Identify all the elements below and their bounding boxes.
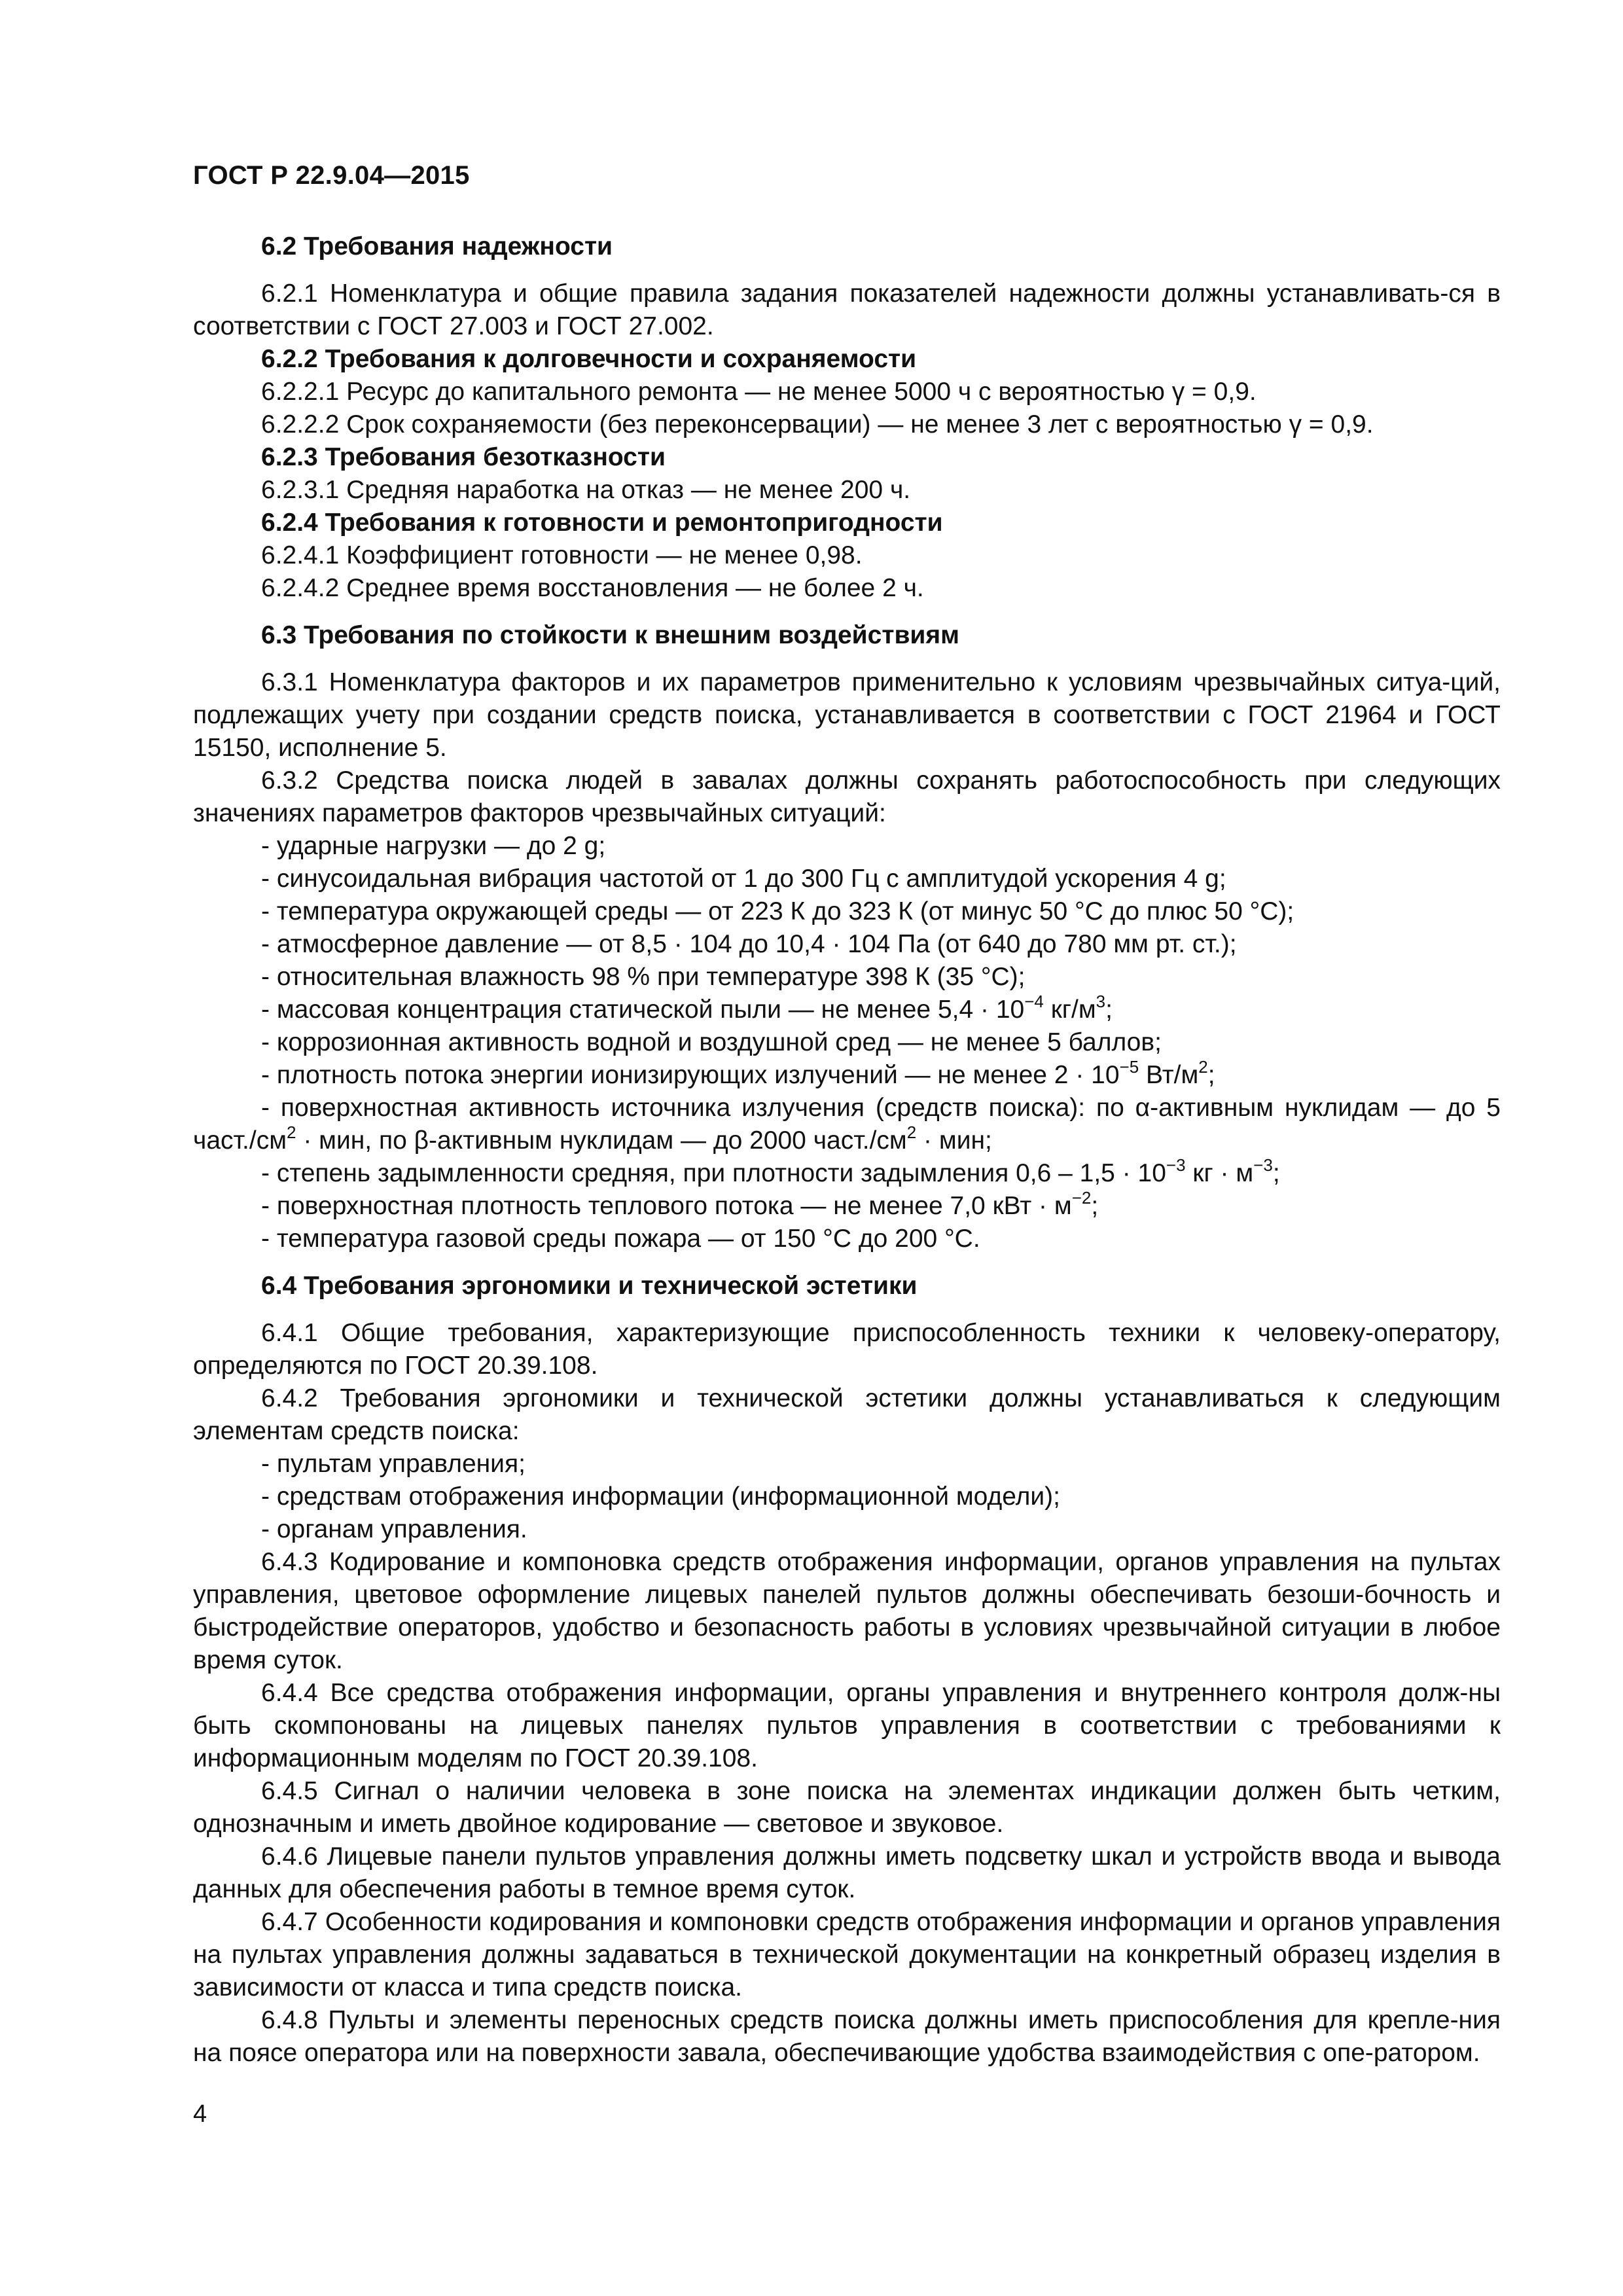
list-item-text: ;: [1207, 1061, 1215, 1089]
list-item: - температура газовой среды пожара — от 150 °С до 200 °С.: [261, 1225, 980, 1253]
superscript: −5: [1119, 1057, 1139, 1077]
list-item-text: ;: [1272, 1159, 1280, 1187]
superscript: −2: [1071, 1188, 1092, 1208]
document-header: ГОСТ Р 22.9.04—2015: [193, 161, 470, 190]
paragraph-6-2-3-1: 6.2.3.1 Средняя наработка на отказ — не менее 200 ч.: [261, 476, 911, 504]
superscript: −3: [1166, 1155, 1186, 1175]
paragraph-6-2-1: 6.2.1 Номенклатура и общие правила задания показателей надежности должны устанавливать-ся в соответствии с ГОСТ 27.003 и ГОСТ 27.002.: [193, 279, 1501, 340]
paragraph-6-2-4-2: 6.2.4.2 Среднее время восстановления — не более 2 ч.: [261, 574, 924, 602]
list-item-text: · мин, по β-активным нуклидам — до 2000 част./см: [296, 1126, 907, 1155]
list-item: [193, 1059, 1501, 1092]
list-item-text: Вт/м: [1139, 1061, 1199, 1089]
paragraph-6-3-2: 6.3.2 Средства поиска людей в завалах должны сохранять работоспособность при следующих значениях параметров факторов чрезвычайных ситуаций:: [193, 766, 1501, 827]
list-item: - органам управления.: [261, 1515, 527, 1543]
list-item-text: кг · м: [1185, 1159, 1254, 1187]
section-title-6-2: 6.2 Требования надежности: [261, 232, 613, 260]
list-item: [193, 1190, 1501, 1223]
list-item-text: - плотность потока энергии ионизирующих излучений — не менее 2 · 10: [261, 1061, 1120, 1089]
list-item-text: · мин;: [916, 1126, 992, 1155]
list-item: - относительная влажность 98 % при температуре 398 К (35 °С);: [261, 963, 1026, 991]
subsection-title-6-2-4: 6.2.4 Требования к готовности и ремонтопригодности: [261, 509, 943, 537]
superscript: −4: [1024, 992, 1044, 1011]
paragraph-6-4-1: 6.4.1 Общие требования, характеризующие приспособленность техники к человеку-оператору, определяются по ГОСТ 20.39.108.: [193, 1319, 1501, 1380]
paragraph-6-2-2-1: 6.2.2.1 Ресурс до капитального ремонта — не менее 5000 ч с вероятностью γ = 0,9.: [261, 378, 1257, 406]
list-item-text: ;: [1105, 996, 1113, 1024]
document-body: [193, 230, 1501, 2070]
list-item: [193, 1092, 1501, 1157]
paragraph-6-4-7: 6.4.7 Особенности кодирования и компоновки средств отображения информации и органов управления на пультах управления должны задаваться в технической документации на конкретный образец изделия в зависимости от класса и типа средств поиска.: [193, 1908, 1501, 2001]
section-title-6-4: 6.4 Требования эргономики и технической эстетики: [261, 1272, 918, 1300]
list-item: - атмосферное давление — от 8,5 · 104 до 10,4 · 104 Па (от 640 до 780 мм рт. ст.);: [261, 930, 1237, 958]
section-title-6-3: 6.3 Требования по стойкости к внешним воздействиям: [261, 621, 959, 649]
list-item-text: - массовая концентрация статической пыли — не менее 5,4 · 10: [261, 996, 1025, 1024]
list-item-text: - поверхностная активность источника излучения (средств поиска): по α-активным нуклидам — до 5 част./см: [193, 1094, 1501, 1155]
list-item: - коррозионная активность водной и воздушной сред — не менее 5 баллов;: [261, 1028, 1162, 1056]
paragraph-6-4-2: 6.4.2 Требования эргономики и технической эстетики должны устанавливаться к следующим элементам средств поиска:: [193, 1384, 1501, 1445]
paragraph-6-2-2-2: 6.2.2.2 Срок сохраняемости (без переконсервации) — не менее 3 лет с вероятностью γ = 0,9.: [261, 410, 1374, 439]
list-item: [193, 1157, 1501, 1190]
list-item-text: - поверхностная плотность теплового потока — не менее 7,0 кВт · м: [261, 1192, 1072, 1220]
paragraph-6-2-4-1: 6.2.4.1 Коэффициент готовности — не менее 0,98.: [261, 541, 863, 569]
list-item-text: ;: [1091, 1192, 1099, 1220]
list-item-text: - степень задымленности средняя, при плотности задымления 0,6 – 1,5 · 10: [261, 1159, 1166, 1187]
paragraph-6-4-4: 6.4.4 Все средства отображения информации, органы управления и внутреннего контроля долж-ны быть скомпонованы на лицевых панелях пультов управления в соответствии с требованиями к информационным моделям по ГОСТ 20.39.108.: [193, 1679, 1501, 1772]
list-item: - температура окружающей среды — от 223 К до 323 К (от минус 50 °С до плюс 50 °С);: [261, 897, 1294, 925]
paragraph-6-4-3: 6.4.3 Кодирование и компоновка средств отображения информации, органов управления на пультах управления, цветовое оформление лицевых панелей пультов должны обеспечивать безоши-бочность и быстродействие операторов, удобство и безопасность работы в условиях чрезвычайной ситуации в любое время суток.: [193, 1548, 1501, 1674]
list-item: - средствам отображения информации (информационной модели);: [261, 1482, 1060, 1511]
superscript: 2: [906, 1122, 917, 1142]
page-number: 4: [193, 2100, 207, 2128]
list-item: [193, 994, 1501, 1026]
superscript: 3: [1096, 992, 1106, 1011]
list-item: - пультам управления;: [261, 1450, 526, 1478]
paragraph-6-4-8: 6.4.8 Пульты и элементы переносных средств поиска должны иметь приспособления для крепле-ния на поясе оператора или на поверхности завала, обеспечивающие удобства взаимодействия с опе-ратором.: [193, 2006, 1501, 2067]
superscript: 2: [1198, 1057, 1208, 1077]
subsection-title-6-2-2: 6.2.2 Требования к долговечности и сохраняемости: [261, 345, 917, 373]
paragraph-6-4-5: 6.4.5 Сигнал о наличии человека в зоне поиска на элементах индикации должен быть четким, однозначным и иметь двойное кодирование — световое и звуковое.: [193, 1777, 1501, 1838]
paragraph-6-4-6: 6.4.6 Лицевые панели пультов управления должны иметь подсветку шкал и устройств ввода и вывода данных для обеспечения работы в темное время суток.: [193, 1842, 1501, 1903]
superscript: −3: [1253, 1155, 1273, 1175]
list-item: - синусоидальная вибрация частотой от 1 до 300 Гц с амплитудой ускорения 4 g;: [261, 865, 1226, 893]
paragraph-6-3-1: 6.3.1 Номенклатура факторов и их параметров применительно к условиям чрезвычайных ситуа-ций, подлежащих учету при создании средств поиска, устанавливается в соответствии с ГОСТ 21964 и ГОСТ 15150, исполнение 5.: [193, 668, 1501, 762]
list-item: - ударные нагрузки — до 2 g;: [261, 832, 606, 860]
subsection-title-6-2-3: 6.2.3 Требования безотказности: [261, 443, 666, 471]
list-item-text: кг/м: [1043, 996, 1096, 1024]
superscript: 2: [287, 1122, 296, 1142]
